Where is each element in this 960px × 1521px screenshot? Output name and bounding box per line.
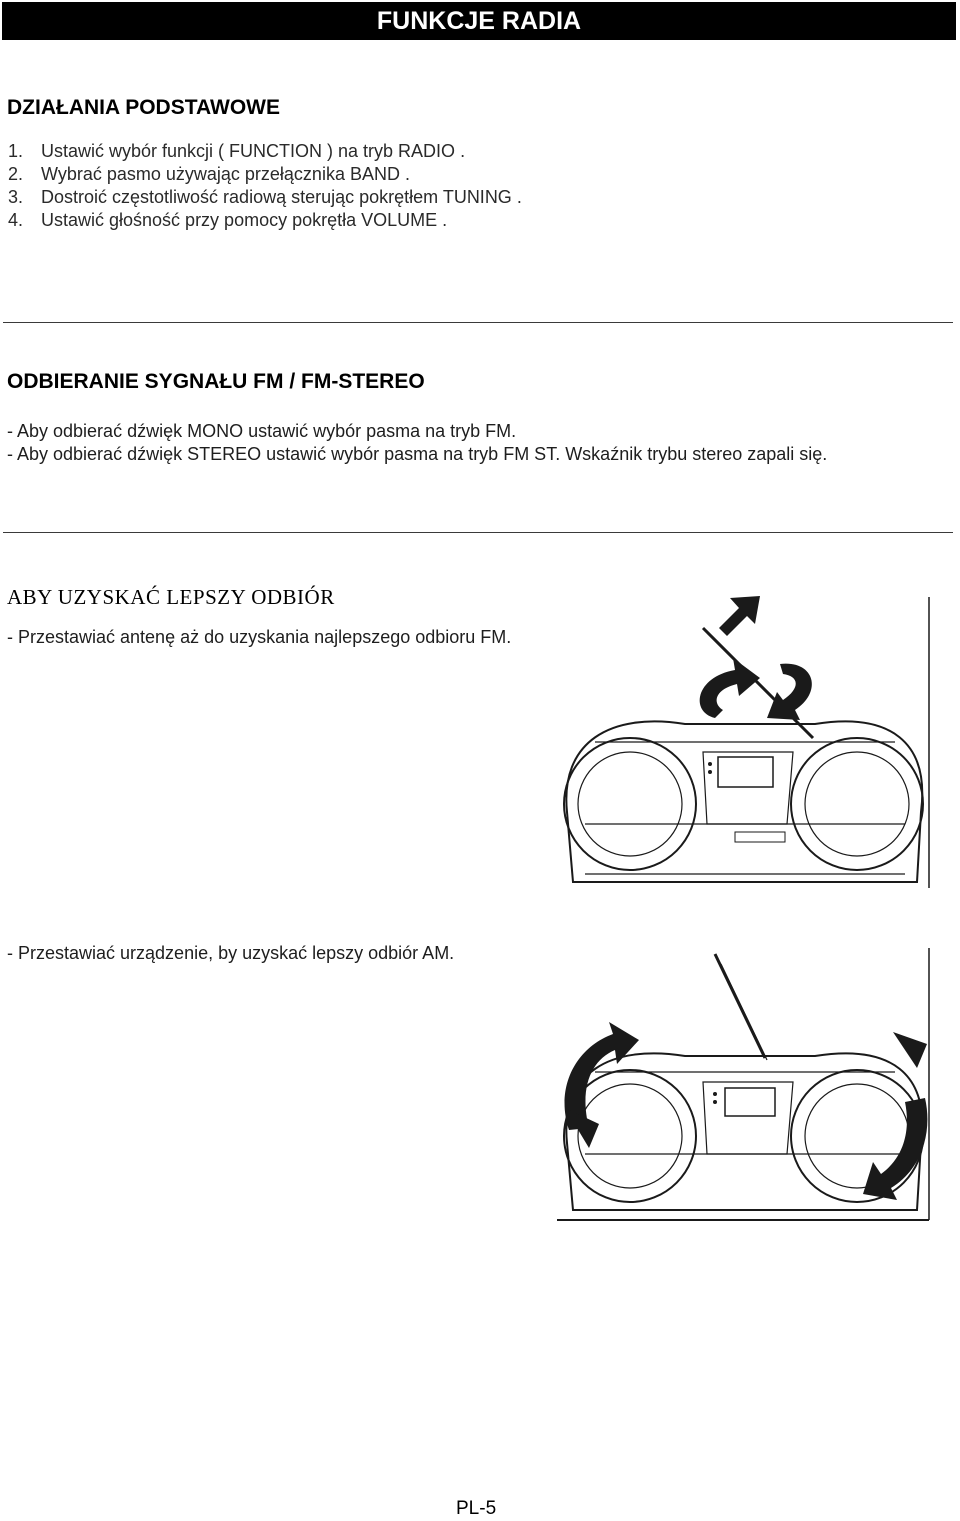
boombox-antenna-illustration (555, 592, 940, 892)
boombox-rotation-illustration (555, 948, 940, 1223)
page-title: FUNKCJE RADIA (376, 7, 582, 35)
fm-antenna-tip: - Przestawiać antenę aż do uzyskania najlepszego odbioru FM. (7, 627, 512, 647)
fm-stereo-text: - Aby odbierać dźwięk STEREO ustawić wybór pasma na tryb FM ST. Wskaźnik trybu stereo zapali się. (7, 444, 828, 464)
fm-mono-text: - Aby odbierać dźwięk MONO ustawić wybór pasma na tryb FM. (7, 421, 517, 441)
section-title-fm: ODBIERANIE SYGNAŁU FM / FM-STEREO (7, 370, 425, 393)
page-number: PL-5 (456, 1498, 497, 1519)
list-item: 4. Ustawić głośność przy pomocy pokrętła VOLUME . (8, 210, 448, 230)
page-header-bar (2, 2, 956, 40)
basic-steps-list (8, 140, 522, 232)
list-item: 2. Wybrać pasmo używając przełącznika BAND . (8, 164, 410, 184)
section-divider (3, 322, 953, 323)
section-title-basic: DZIAŁANIA PODSTAWOWE (7, 96, 280, 119)
section-title-reception: ABY UZYSKAĆ LEPSZY ODBIÓR (7, 585, 335, 609)
am-orientation-tip: - Przestawiać urządzenie, by uzyskać lepszy odbiór AM. (7, 943, 455, 963)
list-item: 3. Dostroić częstotliwość radiową sterując pokrętłem TUNING . (8, 187, 522, 207)
section-divider (3, 532, 953, 533)
list-item: 1. Ustawić wybór funkcji ( FUNCTION ) na tryb RADIO . (8, 141, 466, 161)
